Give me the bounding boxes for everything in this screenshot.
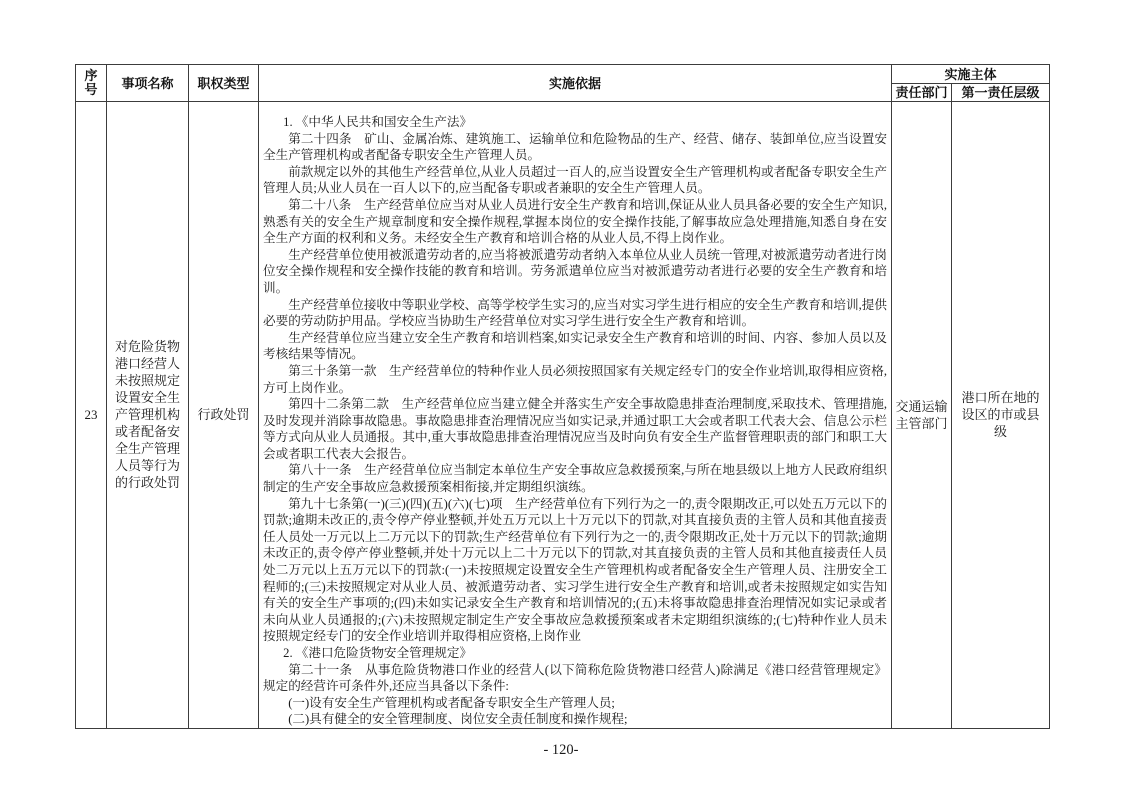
basis-paragraph: 生产经营单位应当建立安全生产教育和培训档案,如实记录安全生产教育和培训的时间、内容、参加人员以及考核结果等情况。 [263, 330, 887, 362]
cell-item-name: 对危险货物港口经营人未按照规定设置安全生产管理机构或者配备安全生产管理人员等行为的行政处罚 [107, 102, 189, 729]
cell-first-responsibility-level: 港口所在地的设区的市或县级 [952, 102, 1050, 729]
table-row [76, 102, 1050, 729]
header-item-name: 事项名称 [107, 65, 189, 102]
basis-paragraph: 生产经营单位接收中等职业学校、高等学校学生实习的,应当对实习学生进行相应的安全生产教育和培训,提供必要的劳动防护用品。学校应当协助生产经营单位对实习学生进行安全生产教育和培训。 [263, 297, 887, 329]
basis-paragraph: 生产经营单位使用被派遣劳动者的,应当将被派遣劳动者纳入本单位从业人员统一管理,对被派遣劳动者进行岗位安全操作规程和安全操作技能的教育和培训。劳务派遣单位应当对被派遣劳动者进行必要的安全生产教育和培训。 [263, 247, 887, 295]
page-number: - 120- [543, 742, 579, 758]
basis-paragraph: 前款规定以外的其他生产经营单位,从业人员超过一百人的,应当设置安全生产管理机构或者配备专职安全生产管理人员;从业人员在一百人以下的,应当配备专职或者兼职的安全生产管理人员。 [263, 164, 887, 196]
basis-paragraph: 2. 《港口危险货物安全管理规定》 [283, 646, 473, 660]
cell-responsible-department: 交通运输主管部门 [892, 102, 952, 729]
basis-paragraph: 第二十四条 矿山、金属冶炼、建筑施工、运输单位和危险物品的生产、经营、储存、装卸单位,应当设置安全生产管理机构或者配备专职安全生产管理人员。 [263, 131, 887, 163]
basis-paragraph: 第四十二条第二款 生产经营单位应当建立健全并落实生产安全事故隐患排查治理制度,采取技术、管理措施,及时发现并消除事故隐患。事故隐患排查治理情况应当如实记录,并通过职工大会或者职工代表大会、信息公示栏等方式向从业人员通报。其中,重大事故隐患排查治理情况应当及时向负有安全生产监督管理职责的部门和职工大会或者职工代表大会报告。 [263, 397, 887, 461]
authority-table [75, 64, 1050, 729]
basis-paragraph: (二)具有健全的安全管理制度、岗位安全责任制度和操作规程; [288, 712, 628, 727]
cell-seq: 23 [76, 102, 107, 729]
cell-implementation-basis [259, 102, 892, 729]
basis-paragraph: (一)设有安全生产管理机构或者配备专职安全生产管理人员; [288, 695, 615, 710]
header-seq [76, 65, 107, 102]
header-seq-label: 序号 [84, 68, 98, 97]
cell-authority-type: 行政处罚 [189, 102, 259, 729]
basis-paragraph: 1. 《中华人民共和国安全生产法》 [283, 115, 473, 129]
basis-paragraph: 第二十八条 生产经营单位应当对从业人员进行安全生产教育和培训,保证从业人员具备必要的安全生产知识,熟悉有关的安全生产规章制度和安全操作规程,掌握本岗位的安全操作技能,了解事故应急处理措施,知悉自身在安全生产方面的权利和义务。未经安全生产教育和培训合格的从业人员,不得上岗作业。 [263, 197, 887, 246]
basis-paragraph: 第九十七条第(一)(三)(四)(五)(六)(七)项 生产经营单位有下列行为之一的,责令限期改正,可以处五万元以下的罚款;逾期未改正的,责令停产停业整顿,并处五万元以上十万元以下的罚款,对其直接负责的主管人员和其他直接责任人员处一万元以上二万元以下的罚款;生产经营单位有下列行为之一的,责令限期改正,处十万元以下的罚款;逾期未改正的,责令停产停业整顿,并处十万元以上二十万元以下的罚款,对其直接负责的主管人员和其他直接责任人员处二万元以上五万元以下的罚款:(一)未按照规定设置安全生产管理机构或者配备安全生产管理人员、注册安全工程师的;(三)未按照规定对从业人员、被派遣劳动者、实习学生进行安全生产教育和培训,或者未按照规定如实告知有关的安全生产事项的;(四)未如实记录安全生产教育和培训情况的;(五)未将事故隐患排查治理情况如实记录或者未向从业人员通报的;(六)未按照规定制定生产安全事故应急救援预案或者未定期组织演练的;(七)特种作业人员未按照规定经专门的安全作业培训并取得相应资格,上岗作业 [263, 496, 887, 644]
header-first-responsibility-level: 第一责任层级 [952, 84, 1050, 102]
basis-paragraph: 第三十条第一款 生产经营单位的特种作业人员必须按照国家有关规定经专门的安全作业培训,取得相应资格,方可上岗作业。 [263, 363, 887, 395]
basis-paragraph: 第八十一条 生产经营单位应当制定本单位生产安全事故应急救援预案,与所在地县级以上地方人民政府组织制定的生产安全事故应急救援预案相衔接,并定期组织演练。 [263, 463, 887, 495]
header-responsible-department: 责任部门 [892, 84, 952, 102]
basis-paragraph: 第二十一条 从事危险货物港口作业的经营人(以下简称危险货物港口经营人)除满足《港口经营管理规定》规定的经营许可条件外,还应当具备以下条件: [263, 662, 887, 694]
header-authority-type: 职权类型 [189, 65, 259, 102]
header-implementation-basis: 实施依据 [259, 65, 892, 102]
header-implementation-subject: 实施主体 [892, 65, 1050, 84]
